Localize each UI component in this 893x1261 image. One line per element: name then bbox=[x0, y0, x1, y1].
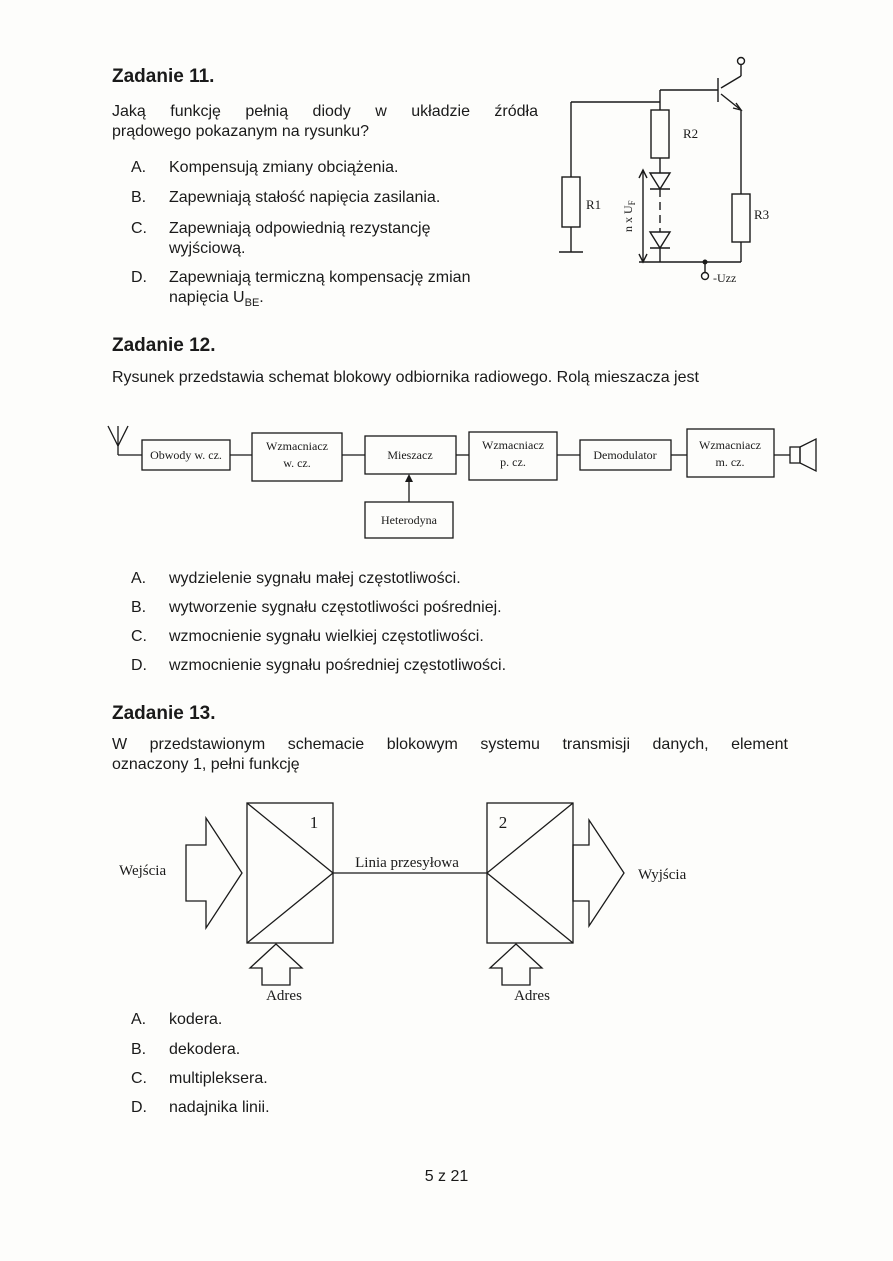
label-adres-2: Adres bbox=[514, 988, 550, 1004]
label-wzm-wcz-1: Wzmacniacz bbox=[266, 439, 328, 453]
option-letter: C. bbox=[131, 628, 147, 645]
task12-title: Zadanie 12. bbox=[112, 335, 216, 356]
option-text: Kompensują zmiany obciążenia. bbox=[169, 159, 399, 176]
option-letter: D. bbox=[131, 1099, 147, 1116]
option-text-cont: napięcia $U_{BE}$. bbox=[169, 289, 264, 310]
block-1 bbox=[247, 803, 333, 943]
r3-label: R3 bbox=[754, 207, 770, 222]
label-wyjscia: Wyjścia bbox=[638, 867, 687, 883]
label-linia: Linia przesyłowa bbox=[355, 855, 459, 871]
label-wzm-pcz-2: p. cz. bbox=[500, 455, 526, 469]
label-wzm-mcz-2: m. cz. bbox=[715, 455, 745, 469]
r2-label: R2 bbox=[683, 126, 699, 141]
task11-option-c[interactable] bbox=[131, 218, 551, 260]
page-number: 5 z 21 bbox=[424, 1168, 469, 1185]
option-letter: C. bbox=[131, 220, 147, 237]
task11-question-line2: prądowego pokazanym na rysunku? bbox=[112, 123, 370, 140]
r1-label: R1 bbox=[586, 197, 602, 212]
option-text-cont: wyjściową. bbox=[169, 240, 246, 257]
option-text: multipleksera. bbox=[169, 1070, 268, 1087]
option-text: wzmocnienie sygnału pośredniej częstotliwości. bbox=[169, 657, 507, 674]
option-letter: A. bbox=[131, 159, 147, 176]
label-obwody: Obwody w. cz. bbox=[150, 448, 222, 462]
block-2-number: 2 bbox=[498, 813, 508, 832]
label-wzm-mcz-1: Wzmacniacz bbox=[699, 438, 761, 452]
label-mieszacz: Mieszacz bbox=[387, 448, 433, 462]
task12-question: Rysunek przedstawia schemat blokowy odbiornika radiowego. Rolą mieszacza jest bbox=[112, 369, 699, 386]
option-text: Zapewniają termiczną kompensację zmian bbox=[169, 269, 471, 286]
task13-question-line2: oznaczony 1, pełni funkcję bbox=[112, 756, 300, 773]
label-wzm-pcz-1: Wzmacniacz bbox=[482, 438, 544, 452]
option-letter: B. bbox=[131, 1041, 147, 1058]
option-letter: A. bbox=[131, 1011, 147, 1028]
option-letter: C. bbox=[131, 1070, 147, 1087]
option-text: wydzielenie sygnału małej częstotliwości. bbox=[169, 570, 461, 587]
data-transmission-block-diagram bbox=[100, 795, 720, 1007]
option-text: nadajnika linii. bbox=[169, 1099, 270, 1116]
label-demodulator: Demodulator bbox=[593, 448, 657, 462]
radio-receiver-block-diagram bbox=[100, 414, 825, 550]
option-text: Zapewniają stałość napięcia zasilania. bbox=[169, 189, 441, 206]
task11-title: Zadanie 11. bbox=[112, 66, 215, 87]
block-wzm-mcz bbox=[687, 429, 774, 477]
block-1-number: 1 bbox=[309, 813, 319, 832]
option-letter: A. bbox=[131, 570, 147, 587]
option-letter: B. bbox=[131, 599, 147, 616]
label-adres-1: Adres bbox=[266, 988, 302, 1004]
task11-question-line1: Jaką funkcję pełnią diody w układzie źródła bbox=[112, 103, 538, 120]
option-letter: D. bbox=[131, 269, 147, 286]
option-text: dekodera. bbox=[169, 1041, 241, 1058]
label-wejscia: Wejścia bbox=[119, 863, 167, 879]
task11-option-d[interactable] bbox=[131, 267, 551, 309]
option-text: kodera. bbox=[169, 1011, 223, 1028]
option-text: Zapewniają odpowiednią rezystancję bbox=[169, 220, 431, 237]
option-letter: D. bbox=[131, 657, 147, 674]
option-letter: B. bbox=[131, 189, 147, 206]
option-text: wytworzenie sygnału częstotliwości pośredniej. bbox=[169, 599, 502, 616]
current-source-circuit bbox=[555, 52, 785, 284]
nxuf-label: n x $U_F$ bbox=[621, 200, 637, 232]
task13-question-line1: W przedstawionym schemacie blokowym systemu transmisji danych, element bbox=[112, 736, 788, 753]
label-wzm-wcz-2: w. cz. bbox=[283, 456, 311, 470]
task13-title: Zadanie 13. bbox=[112, 703, 216, 724]
uzz-label: -Uzz bbox=[713, 271, 737, 284]
label-heterodyna: Heterodyna bbox=[381, 513, 437, 527]
option-text: wzmocnienie sygnału wielkiej częstotliwości. bbox=[169, 628, 484, 645]
